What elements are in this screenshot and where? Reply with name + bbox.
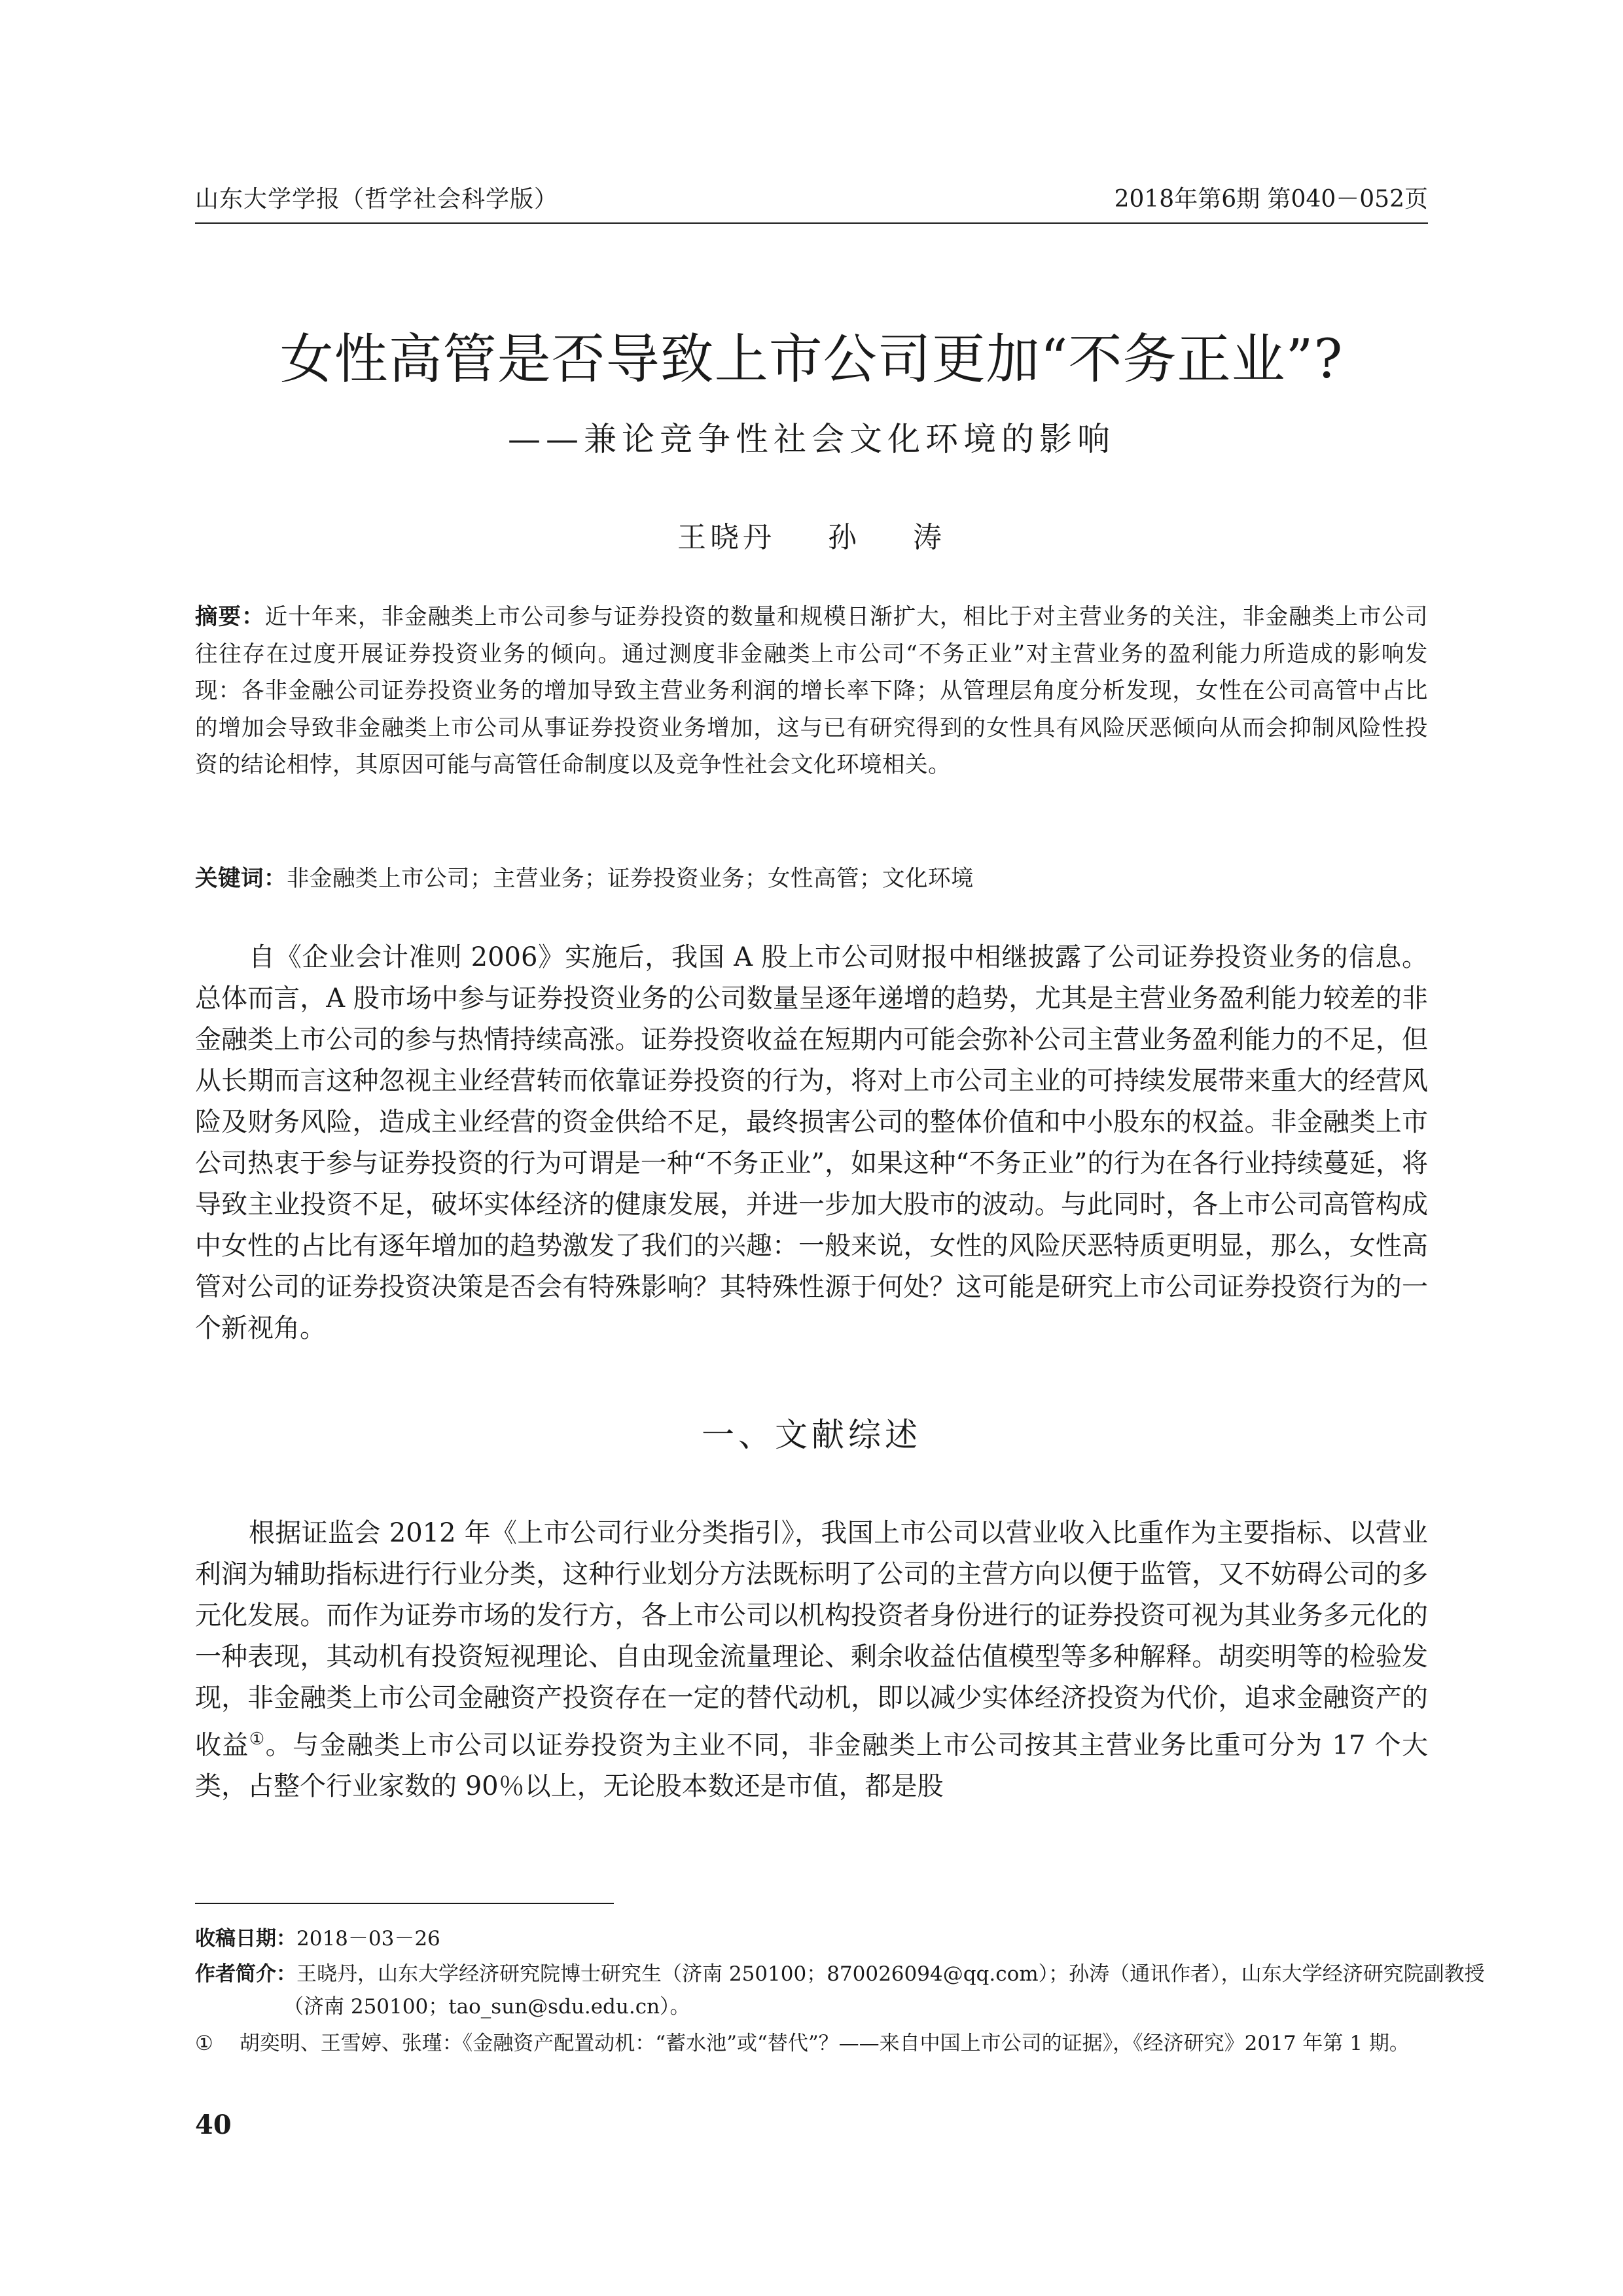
footnote-rule xyxy=(195,1903,614,1904)
article-subtitle: ——兼论竞争性社会文化环境的影响 xyxy=(508,420,1115,458)
header-rule xyxy=(195,222,1428,224)
keywords xyxy=(195,860,1428,898)
section-heading: 一、文献综述 xyxy=(702,1416,921,1454)
received-label: 收稿日期： xyxy=(195,1927,296,1951)
keywords-text: 非金融类上市公司；主营业务；证券投资业务；女性高管；文化环境 xyxy=(287,866,974,892)
article-title: 女性高管是否导致上市公司更加“不务正业”? xyxy=(279,328,1344,391)
received-date xyxy=(195,1922,1428,1955)
footnote-1-mark: ① xyxy=(195,2032,213,2055)
author-bio xyxy=(195,1958,1516,2023)
abstract xyxy=(195,599,1428,784)
footnote-1 xyxy=(195,2027,1428,2060)
paragraph-text: 。与金融类上市公司以证券投资为主业不同，非金融类上市公司按其主营业务比重可分为 17 个大类，占整个行业家数的 90％以上，无论股本数还是市值，都是股 xyxy=(195,1730,1429,1802)
body-paragraph-2 xyxy=(195,1513,1428,1807)
body-paragraph-1: 自《企业会计准则 2006》实施后，我国 A 股上市公司财报中相继披露了公司证券投资业务的信息。总体而言，A 股市场中参与证券投资业务的公司数量呈逐年递增的趋势，尤其是主营业务盈利能力较差的非金融类上市公司的参与热情持续高涨。证券投资收益在短期内可能会弥补公司主营业务盈利能力的不足，但从长期而言这种忽视主业经营转而依靠证券投资的行为，将对上市公司主业的可持续发展带来重大的经营风险及财务风险，造成主业经营的资金供给不足，最终损害公司的整体价值和中小股东的权益。非金融类上市公司热衷于参与证券投资的行为可谓是一种“不务正业”，如果这种“不务正业”的行为在各行业持续蔓延，将导致主业投资不足，破坏实体经济的健康发展，并进一步加大股市的波动。与此同时，各上市公司高管构成中女性的占比有逐年增加的趋势激发了我们的兴趣：一般来说，女性的风险厌恶特质更明显，那么，女性高管对公司的证券投资决策是否会有特殊影响？其特殊性源于何处？这可能是研究上市公司证券投资行为的一个新视角。 xyxy=(195,942,1428,1343)
authors: 王晓丹 孙 涛 xyxy=(677,521,946,554)
footnote-marker: ① xyxy=(249,1729,266,1749)
keywords-label: 关键词： xyxy=(195,866,287,892)
journal-name: 山东大学学报（哲学社会科学版） xyxy=(195,186,559,213)
page-number: 40 xyxy=(195,2110,232,2140)
abstract-text: 近十年来，非金融类上市公司参与证券投资的数量和规模日渐扩大，相比于对主营业务的关注，非金融类上市公司往往存在过度开展证券投资业务的倾向。通过测度非金融类上市公司“不务正业”对主营业务的盈利能力所造成的影响发现：各非金融公司证券投资业务的增加导致主营业务利润的增长率下降；从管理层角度分析发现，女性在公司高管中占比的增加会导致非金融类上市公司从事证券投资业务增加，这与已有研究得到的女性具有风险厌恶倾向从而会抑制风险性投资的结论相悖，其原因可能与高管任命制度以及竞争性社会文化环境相关。 xyxy=(195,604,1429,778)
author-bio-label: 作者简介： xyxy=(195,1962,296,1986)
paragraph-text: 根据证监会 2012 年《上市公司行业分类指引》，我国上市公司以营业收入比重作为主要指标、以营业利润为辅助指标进行行业分类，这种行业划分方法既标明了公司的主营方向以便于监管，又不妨碍公司的多元化发展。而作为证券市场的发行方，各上市公司以机构投资者身份进行的证券投资可视为其业务多元化的一种表现，其动机有投资短视理论、自由现金流量理论、剩余收益估值模型等多种解释。胡奕明等的检验发现，非金融类上市公司金融资产投资存在一定的替代动机，即以减少实体经济投资为代价，追求金融资产的收益 xyxy=(195,1518,1428,1761)
footnote-1-text: 胡奕明、王雪婷、张瑾：《金融资产配置动机：“蓄水池”或“替代”？——来自中国上市公司的证据》，《经济研究》2017 年第 1 期。 xyxy=(239,2032,1410,2055)
issue-info: 2018年第6期 第040－052页 xyxy=(1114,186,1428,213)
received-value: 2018－03－26 xyxy=(296,1927,440,1951)
author-bio-text: 王晓丹，山东大学经济研究院博士研究生（济南 250100；870026094@qq.com）；孙涛（通讯作者），山东大学经济研究院副教授（济南 250100；tao_sun@sdu.edu.cn）。 xyxy=(283,1962,1485,2019)
abstract-label: 摘要： xyxy=(195,604,265,630)
